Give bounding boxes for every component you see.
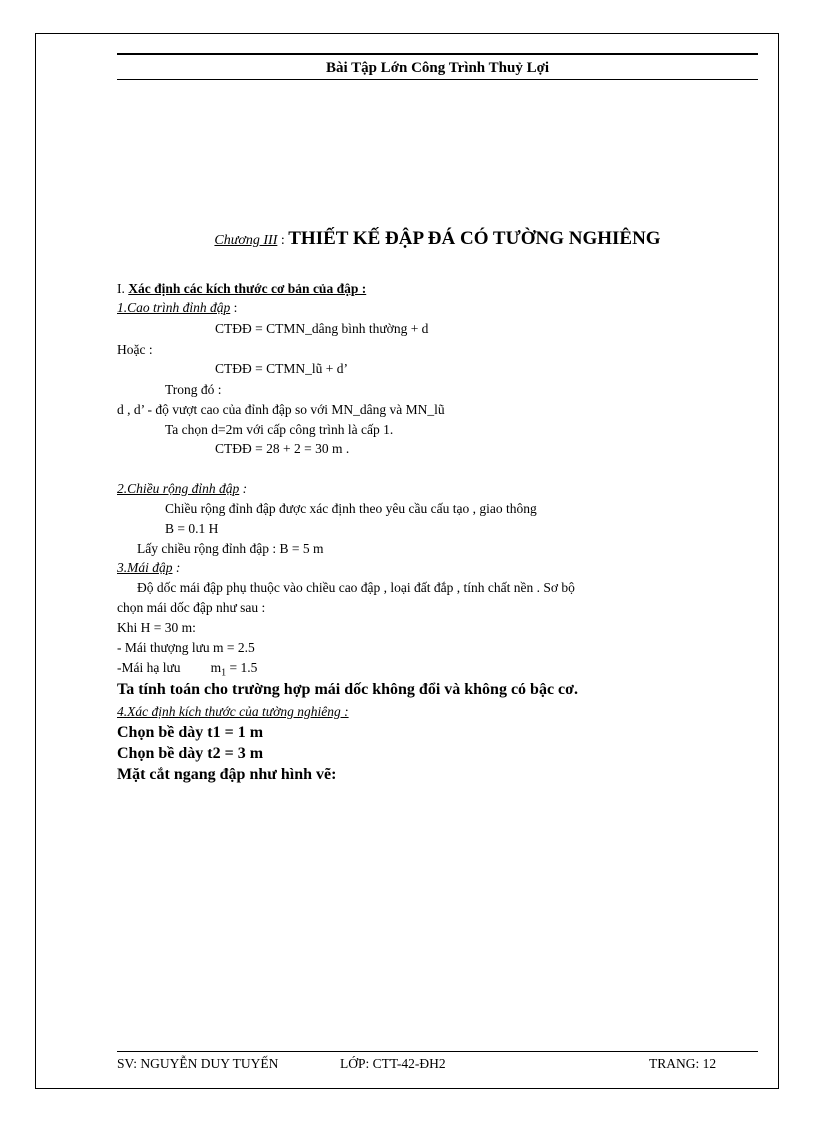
section-1-number: I.	[117, 281, 129, 296]
crest-width-heading-suffix: :	[239, 481, 248, 496]
slope-heading-text: 3.Mái đập	[117, 560, 173, 575]
crest-width-heading-text: 2.Chiều rộng đỉnh đập	[117, 481, 240, 496]
crest-width-heading	[117, 481, 247, 497]
crest-elevation-heading	[117, 300, 237, 316]
crest-elevation-result: CTĐĐ = 28 + 2 = 30 m .	[215, 441, 350, 456]
where-label: Trong đó :	[165, 382, 222, 397]
slope-description-2: chọn mái dốc đập như sau :	[117, 600, 266, 615]
footer-rule	[117, 1051, 758, 1052]
crest-formula-flood: CTĐĐ = CTMN_lũ + d’	[215, 361, 348, 376]
downstream-slope-subscript: 1	[221, 667, 227, 679]
crest-width-choice: Lấy chiều rộng đỉnh đập : B = 5 m	[137, 541, 324, 556]
footer-class: LỚP: CTT-42-ĐH2	[340, 1056, 446, 1071]
slope-heading	[117, 560, 180, 576]
header-rule-bottom	[117, 79, 758, 80]
crest-width-formula: B = 0.1 H	[165, 521, 219, 536]
crest-formula-normal: CTĐĐ = CTMN_dâng bình thường + d	[215, 321, 429, 336]
wall-thickness-t2: Chọn bề dày t2 = 3 m	[117, 745, 264, 762]
freeboard-definition: d , d’ - độ vượt cao của đỉnh đập so với MN_dâng và MN_lũ	[117, 402, 445, 417]
footer-student: SV: NGUYỄN DUY TUYẾN	[117, 1056, 279, 1071]
wall-heading-text: 4.Xác định kích thước của tường nghiêng :	[117, 704, 349, 719]
slope-note: Ta tính toán cho trường hợp mái dốc không đổi và không có bậc cơ.	[117, 681, 579, 698]
chapter-label: Chương III	[214, 233, 278, 248]
slope-heading-suffix: :	[172, 560, 181, 575]
wall-thickness-t1: Chọn bề dày t1 = 1 m	[117, 724, 264, 741]
chapter-heading	[117, 228, 758, 250]
header-title: Bài Tập Lớn Công Trình Thuỷ Lợi	[325, 60, 550, 76]
height-condition: Khi H = 30 m:	[117, 620, 196, 635]
section-1-title: Xác định các kích thước cơ bản của đập :	[128, 281, 367, 296]
downstream-slope-var: m	[210, 660, 222, 675]
section-1-heading	[117, 281, 366, 297]
wall-heading	[117, 704, 349, 720]
slope-description-1: Độ dốc mái đập phụ thuộc vào chiều cao đập , loại đất đắp , tính chất nền . Sơ bộ	[137, 580, 575, 595]
footer-page: TRANG: 12	[649, 1056, 717, 1071]
freeboard-choice: Ta chọn d=2m với cấp công trình là cấp 1.	[165, 422, 394, 437]
chapter-separator: :	[277, 233, 289, 248]
downstream-slope-label: -Mái hạ lưu	[117, 660, 181, 675]
downstream-slope-value: = 1.5	[226, 660, 258, 675]
cross-section-note: Mặt cắt ngang đập như hình vẽ:	[117, 766, 337, 783]
chapter-title: THIẾT KẾ ĐẬP ĐÁ CÓ TƯỜNG NGHIÊNG	[288, 228, 661, 249]
downstream-slope	[117, 660, 257, 679]
or-label: Hoặc :	[117, 342, 153, 357]
crest-elevation-heading-suffix: :	[230, 300, 238, 315]
crest-width-description: Chiều rộng đỉnh đập được xác định theo yêu cầu cấu tạo , giao thông	[165, 501, 537, 516]
upstream-slope: - Mái thượng lưu m = 2.5	[117, 640, 255, 655]
crest-elevation-heading-text: 1.Cao trình đỉnh đập	[117, 300, 231, 315]
header-rule-top	[117, 53, 758, 55]
